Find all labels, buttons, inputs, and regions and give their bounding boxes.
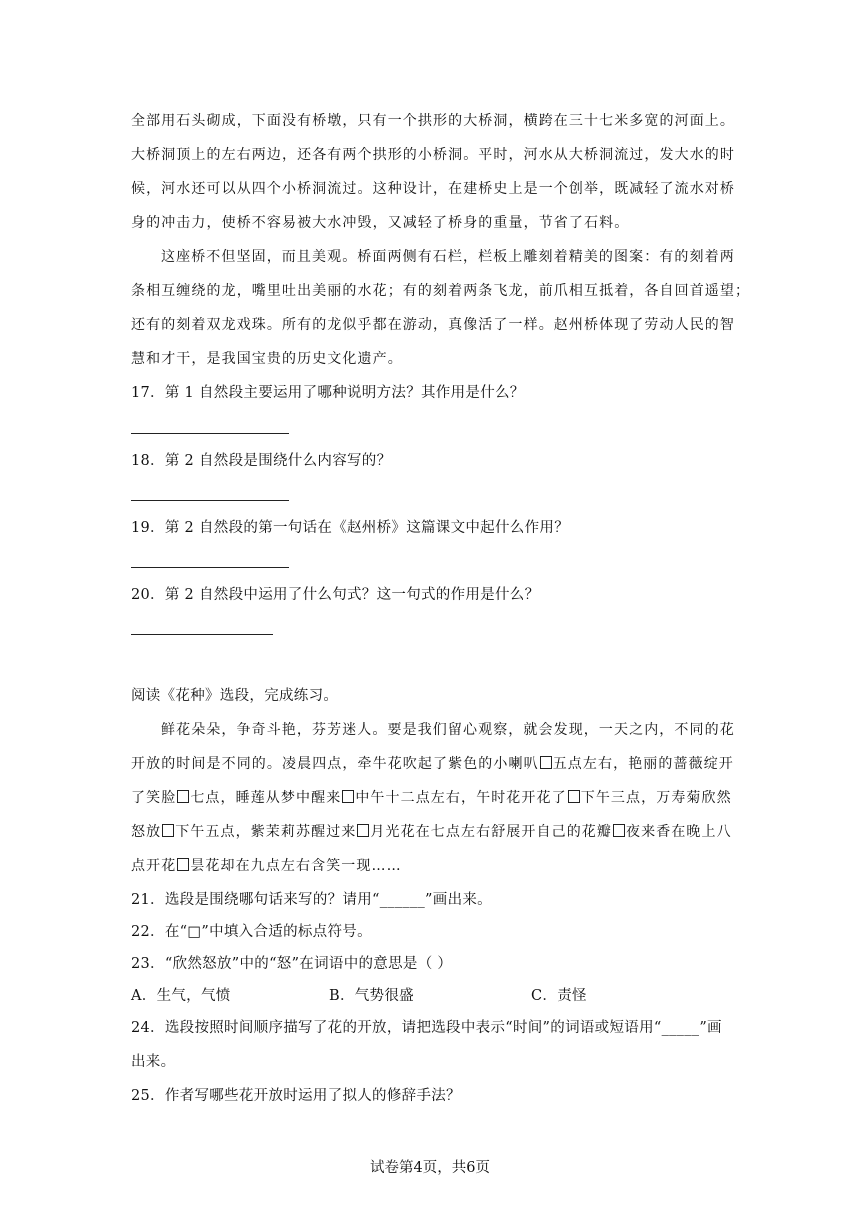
question-22: 22．在“□”中填入合适的标点符号。 (131, 924, 372, 940)
passage2-seg: 点开花 (131, 858, 177, 874)
question-19: 19．第 2 自然段的第一句话在《赵州桥》这篇课文中起什么作用？ (131, 520, 569, 536)
question-23-options (131, 986, 731, 1006)
passage2-seg: 了笑脸 (131, 790, 177, 806)
section2-intro: 阅读《花种》选段，完成练习。 (131, 688, 339, 704)
answer-line-19[interactable] (131, 567, 289, 568)
question-24-line1: 24．选段按照时间顺序描写了花的开放，请把选段中表示“时间”的词语或短语用“_____”画 (131, 1020, 722, 1036)
question-18: 18．第 2 自然段是围绕什么内容写的？ (131, 453, 392, 469)
punctuation-box-4[interactable] (568, 790, 580, 803)
passage1-p1-line1: 全部用石头砌成，下面没有桥墩，只有一个拱形的大桥洞，横跨在三十七米多宽的河面上。 (131, 113, 735, 129)
passage2-line2-text: 开放的时间是不同的。凌晨四点，牵牛花吹起了紫色的小喇叭 (131, 756, 539, 772)
passage2-line2 (131, 754, 734, 774)
answer-line-17[interactable] (131, 433, 289, 434)
passage2-seg: 怒放 (131, 824, 162, 840)
question-17: 17．第 1 自然段主要运用了哪种说明方法？其作用是什么？ (131, 385, 525, 401)
question-25: 25．作者写哪些花开放时运用了拟人的修辞手法？ (131, 1088, 461, 1104)
punctuation-box-5[interactable] (162, 824, 174, 837)
passage1-p2-line2: 条相互缠绕的龙，嘴里吐出美丽的水花；有的刻着两条飞龙，前爪相互抵着，各自回首遥望； (131, 283, 751, 299)
punctuation-box-1[interactable] (540, 756, 552, 769)
passage1-p1-line2: 大桥洞顶上的左右两边，还各有两个拱形的小桥洞。平时，河水从大桥洞流过，发大水的时 (131, 147, 735, 163)
passage1-p2-line1: 这座桥不但坚固，而且美观。桥面两侧有石栏，栏板上雕刻着精美的图案：有的刻着两 (161, 249, 735, 265)
punctuation-box-2[interactable] (177, 790, 189, 803)
punctuation-box-8[interactable] (177, 858, 189, 871)
question-20: 20．第 2 自然段中运用了什么句式？这一句式的作用是什么？ (131, 587, 540, 603)
question-21: 21．选段是围绕哪句话来写的？请用“______”画出来。 (131, 892, 492, 908)
question-24-line2: 出来。 (131, 1054, 176, 1070)
passage1-p1-line3: 候，河水还可以从四个小桥洞流过。这种设计，在建桥史上是一个创举，既减轻了流水对桥 (131, 181, 735, 197)
option-c[interactable]: C．责怪 (531, 988, 587, 1004)
passage2-seg: 七点，睡莲从梦中醒来 (190, 790, 342, 806)
passage1-p1-line4: 身的冲击力，使桥不容易被大水冲毁，又减轻了桥身的重量，节省了石料。 (131, 215, 630, 231)
option-a[interactable]: A．生气，气愤 (131, 988, 231, 1004)
passage1-p2-line4: 慧和才干，是我国宝贵的历史文化遗产。 (131, 351, 403, 367)
answer-line-20[interactable] (131, 634, 273, 635)
answer-line-18[interactable] (131, 500, 289, 501)
passage2-seg: 夜来香在晚上八 (626, 824, 732, 840)
passage2-seg: 下午五点，紫茉莉苏醒过来 (175, 824, 357, 840)
passage2-seg: 月光花在七点左右舒展开自己的花瓣 (370, 824, 613, 840)
passage2-seg: 下午三点，万寿菊欣然 (580, 790, 732, 806)
passage2-line5 (131, 856, 402, 876)
question-23: 23．“欣然怒放”中的“怒”在词语中的意思是（ ） (131, 956, 453, 972)
passage2-seg: 中午十二点左右，午时花开花了 (355, 790, 567, 806)
passage2-seg: 昙花却在九点左右含笑一现…… (190, 858, 402, 874)
page-footer: 试卷第4页，共6页 (370, 1160, 490, 1176)
passage1-p2-line3: 还有的刻着双龙戏珠。所有的龙似乎都在游动，真像活了一样。赵州桥体现了劳动人民的智 (131, 317, 735, 333)
passage2-line4 (131, 822, 732, 842)
option-b[interactable]: B．气势很盛 (329, 988, 414, 1004)
punctuation-box-7[interactable] (613, 824, 625, 837)
passage2-line2-seg: 五点左右，艳丽的蔷薇绽开 (552, 756, 734, 772)
passage2-line3 (131, 788, 732, 808)
punctuation-box-3[interactable] (342, 790, 354, 803)
passage2-line1: 鲜花朵朵，争奇斗艳，芬芳迷人。要是我们留心观察，就会发现，一天之内，不同的花 (161, 722, 735, 738)
punctuation-box-6[interactable] (357, 824, 369, 837)
